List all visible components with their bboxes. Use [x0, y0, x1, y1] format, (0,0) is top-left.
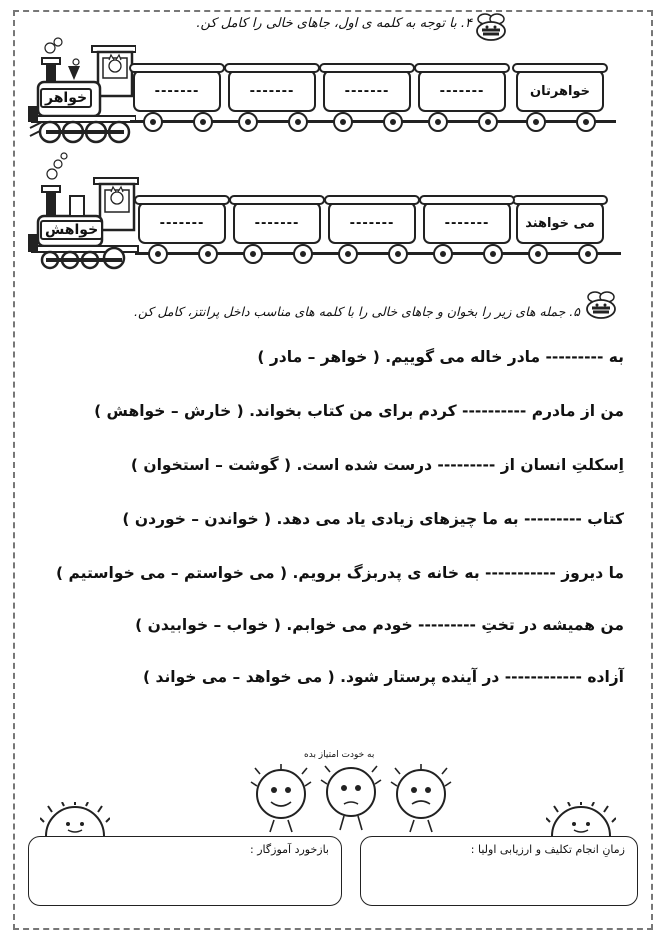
sun-left-icon	[40, 802, 110, 836]
wagon-3	[323, 70, 411, 112]
wagon-2	[423, 202, 511, 244]
wagon-blank: -------	[249, 83, 295, 99]
wheel	[383, 112, 403, 132]
wagon-blank: -------	[444, 215, 490, 231]
wheel	[338, 244, 358, 264]
teacher-feedback-box[interactable]	[28, 836, 342, 906]
wheel	[528, 244, 548, 264]
wheel	[333, 112, 353, 132]
wheel	[483, 244, 503, 264]
wagon-1	[516, 70, 604, 112]
wheel	[478, 112, 498, 132]
wagon-blank: -------	[159, 215, 205, 231]
wheel	[148, 244, 168, 264]
sentence-7: آزاده ------------ در آینده پرستار شود. ( می خواهد – می خواند )	[143, 668, 624, 686]
wagon-blank: -------	[344, 83, 390, 99]
wagon-3	[328, 202, 416, 244]
teacher-feedback-label: بازخورد آموزگار :	[250, 843, 329, 856]
wagon-2	[418, 70, 506, 112]
wheel	[433, 244, 453, 264]
wagon-4	[233, 202, 321, 244]
bee-icon	[584, 290, 618, 320]
wagon-1	[516, 202, 604, 244]
engine-word: خواهر	[40, 88, 92, 108]
wheel	[428, 112, 448, 132]
sentence-1: به --------- مادر خاله می گوییم. ( خواهر – مادر )	[257, 348, 624, 366]
wagon-blank: -------	[439, 83, 485, 99]
wheel	[288, 112, 308, 132]
wheel	[388, 244, 408, 264]
wheel	[293, 244, 313, 264]
wagon-word: خواهرتان	[530, 83, 590, 99]
wagon-4	[228, 70, 316, 112]
wheel	[238, 112, 258, 132]
self-rating-label: به خودت امتیاز بده	[304, 750, 375, 760]
wheel	[578, 244, 598, 264]
train-engine-icon	[28, 150, 140, 270]
sentence-3: اِسکلتِ انسان از --------- درست شده است. ( گوشت – استخوان )	[130, 456, 624, 474]
smiley-faces-icon	[246, 762, 456, 836]
wagon-blank: -------	[349, 215, 395, 231]
sentence-2: من از مادرم ---------- کردم برای من کتاب بخواند. ( خارش – خواهش )	[94, 402, 624, 420]
sentence-5: ما دیروز ----------- به خانه ی پدربزگ برویم. ( می خواستم – می خواستیم )	[56, 564, 624, 582]
sun-right-icon	[546, 802, 616, 836]
wagon-blank: -------	[254, 215, 300, 231]
wagon-word: می خواهند	[525, 215, 595, 231]
engine-word: خواهش	[40, 220, 103, 240]
wagon-blank: -------	[154, 83, 200, 99]
bee-icon	[474, 12, 508, 42]
sentence-4: کتاب --------- به ما چیزهای زیادی یاد می دهد. ( خواندن – خوردن )	[122, 510, 624, 528]
parent-evaluation-box[interactable]	[360, 836, 638, 906]
wheel	[143, 112, 163, 132]
wheel	[576, 112, 596, 132]
sentence-6: من همیشه در تختِ --------- خودم می خوابم. ( خواب – خوابیدن )	[135, 616, 624, 634]
section4-instruction: ۴. با توجه به کلمه ی اول، جاهای خالی را کامل کن.	[196, 16, 472, 31]
parent-evaluation-label: زمانِ انجام تکلیف و ارزیابی اولیا :	[470, 843, 625, 856]
wagon-5	[138, 202, 226, 244]
section5-instruction: ۵. جمله های زیر را بخوان و جاهای خالی را با کلمه های مناسب داخل پرانتز، کامل کن.	[134, 304, 580, 319]
wheel	[243, 244, 263, 264]
wheel	[198, 244, 218, 264]
wagon-5	[133, 70, 221, 112]
wheel	[193, 112, 213, 132]
wheel	[526, 112, 546, 132]
